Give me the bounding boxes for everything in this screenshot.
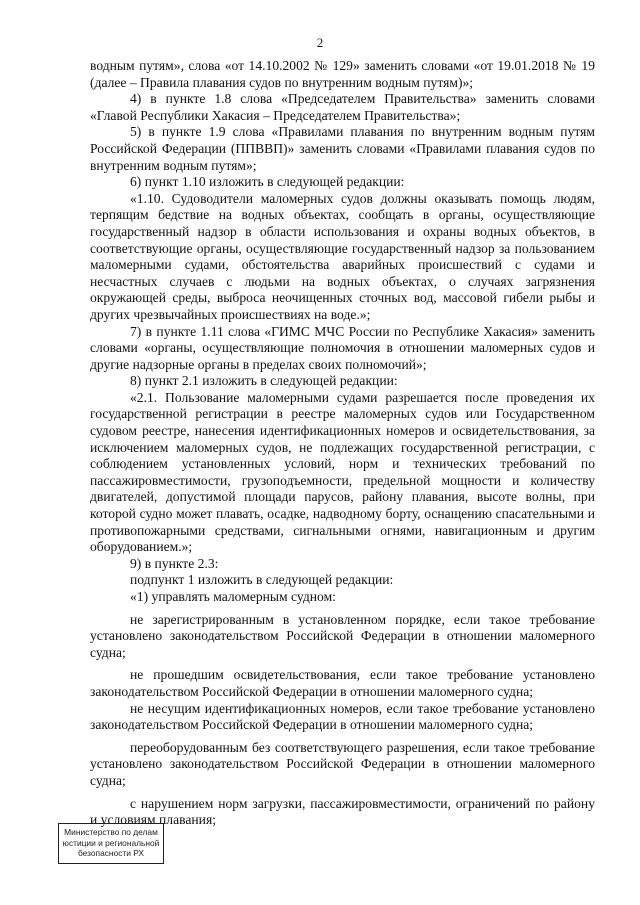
page-number: 2 — [316, 35, 324, 50]
paragraph: не прошедшим освидетельствования, если такое требование установлено законодательством Российской Федерации в отношении маломерного судна; — [90, 667, 595, 699]
paragraph: 5) в пункте 1.9 слова «Правилами плавания по внутренним водным путям Российской Федерации (ППВВП)» заменить словами «Правилами плавания судов по внутренним водным путям»; — [90, 124, 595, 173]
paragraph: «2.1. Пользование маломерными судами разрешается после проведения их государственной регистрации в реестре маломерных судов или Государственном судовом реестре, нанесения идентификационных номеров и освидетельствования, за исключением маломерных судов, не подлежащих государственной регистрации, с соблюдением установленных условий, норм и технических требований по пассажировместимости, грузоподъемности, предельной мощности и количеству двигателей, допустимой площади парусов, району плавания, высоте волны, при которой судно может плавать, осадке, надводному борту, оснащению спасательными и противопожарными средствами, сигнальными огнями, навигационным и другим оборудованием.»; — [90, 389, 595, 555]
paragraph: не зарегистрированным в установленном порядке, если такое требование установлено законодательством Российской Федерации в отношении маломерного судна; — [90, 611, 595, 660]
paragraph: «1) управлять маломерным судном: — [130, 589, 336, 604]
document-body — [90, 58, 595, 829]
paragraph: 9) в пункте 2.3: — [130, 555, 219, 571]
paragraph: 4) в пункте 1.8 слова «Председателем Правительства» заменить словами «Главой Республики Хакасия – Председателем Правительства»; — [90, 91, 595, 123]
paragraph: не несущим идентификационных номеров, если такое требование установлено законодательством Российской Федерации в отношении маломерного судна; — [90, 700, 595, 733]
ministry-stamp — [58, 823, 164, 864]
stamp-line: безопасности РХ — [77, 848, 145, 858]
paragraph: с нарушением норм загрузки, пассажировместимости, ограничений по району и условиям плавания; — [90, 795, 595, 828]
paragraph: подпункт 1 изложить в следующей редакции: — [130, 572, 394, 588]
paragraph: переоборудованным без соответствующего разрешения, если такое требование установлено законодательством Российской Федерации в отношении маломерного судна; — [90, 739, 595, 788]
stamp-line: юстиции и региональной — [62, 837, 160, 848]
paragraph: 8) пункт 2.1 изложить в следующей редакции: — [130, 373, 398, 389]
paragraph: 6) пункт 1.10 изложить в следующей редакции: — [130, 174, 405, 190]
stamp-line: Министерство по делам — [64, 827, 158, 837]
paragraph: 7) в пункте 1.11 слова «ГИМС МЧС России по Республике Хакасия» заменить словами «органы, осуществляющие полномочия в отношении маломерных судов и другие надзорные органы в пределах своих полномочий»; — [90, 323, 595, 372]
paragraph: «1.10. Судоводители маломерных судов должны оказывать помощь людям, терпящим бедствие на водных объектах, сообщать в органы, осуществляющие государственный надзор в области использования и охраны водных объектов, в соответствующие органы, осуществляющие государственный надзор за пользованием маломерными судами, обстоятельства аварийных происшествий с судами и несчастных случаев с людьми на водных объектах, о случаях загрязнения окружающей среды, выброса неочищенных сточных вод, массовой гибели рыбы и других чрезвычайных происшествиях на воде.»; — [90, 190, 595, 322]
paragraph: водным путям», слова «от 14.10.2002 № 129» заменить словами «от 19.01.2018 № 19 (далее – Правила плавания судов по внутренним водным путям)»; — [90, 58, 595, 90]
